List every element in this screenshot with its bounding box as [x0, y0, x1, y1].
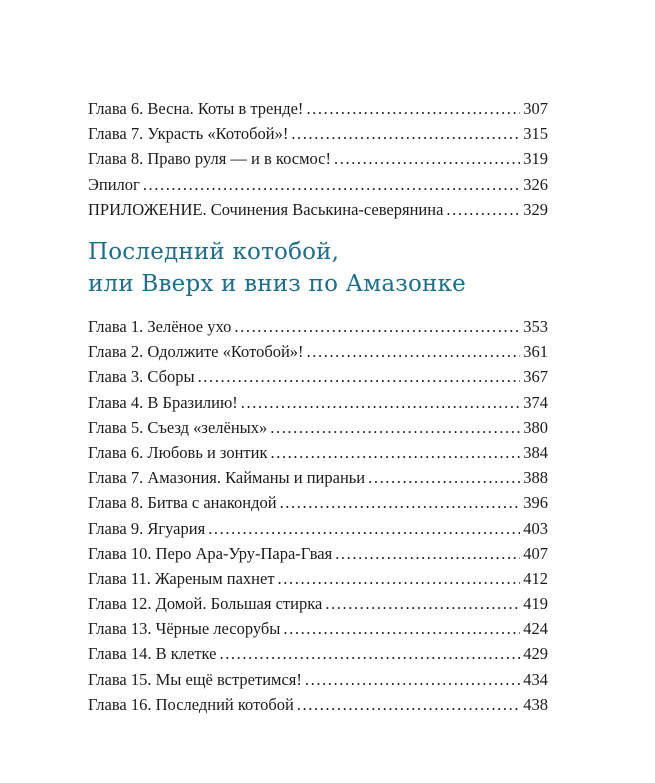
- toc-entry-title: Глава 11. Жареным пахнет: [88, 568, 275, 588]
- dot-leader: [219, 641, 520, 666]
- dot-leader: [278, 566, 521, 591]
- toc-entry-page: 429: [523, 644, 548, 664]
- toc-entry-page: 353: [523, 317, 548, 336]
- toc-entry-title: Эпилог: [88, 174, 140, 194]
- toc-entry-page: 424: [523, 619, 548, 639]
- toc-entry: [88, 314, 548, 339]
- dot-leader: [307, 339, 521, 364]
- dot-leader: [335, 541, 520, 566]
- toc-entry-title: Глава 12. Домой. Большая стирка: [88, 594, 323, 614]
- dot-leader: [270, 415, 520, 440]
- dot-leader: [325, 591, 520, 616]
- section-heading-line-2: или Вверх и вниз по Амазонке: [88, 271, 466, 297]
- toc-entry-title: Глава 16. Последний котобой: [88, 694, 294, 714]
- toc-entry-page: 361: [523, 342, 548, 362]
- toc-entry: [88, 465, 548, 490]
- dot-leader: [198, 364, 521, 389]
- toc-entry-page: 380: [523, 417, 548, 437]
- dot-leader: [291, 121, 520, 146]
- toc-entry: [88, 146, 548, 171]
- dot-leader: [208, 516, 520, 541]
- toc-entry-title: Глава 5. Съезд «зелёных»: [88, 417, 268, 437]
- toc-entry: [88, 121, 548, 146]
- toc-entry: [88, 541, 548, 566]
- toc-entry-title: Глава 7. Амазония. Кайманы и пираньи: [88, 468, 366, 488]
- toc-entry-title: Глава 2. Одолжите «Котобой»!: [88, 342, 304, 362]
- toc-entry-title: Глава 14. В клетке: [88, 644, 217, 664]
- toc-entry-title: Глава 1. Зелёное ухо: [88, 317, 232, 336]
- dot-leader: [241, 390, 520, 415]
- dot-leader: [305, 667, 520, 692]
- toc-entry-page: 384: [523, 442, 548, 462]
- toc-entry-title: Глава 6. Весна. Коты в тренде!: [88, 99, 304, 118]
- toc-entry: [88, 616, 548, 641]
- toc-entry: [88, 440, 548, 465]
- dot-leader: [143, 172, 520, 197]
- toc-entry-title: Глава 4. В Бразилию!: [88, 392, 238, 412]
- dot-leader: [297, 692, 520, 717]
- toc-entry-title: Глава 13. Чёрные лесорубы: [88, 619, 281, 639]
- toc-entry-title: Глава 8. Право руля — и в космос!: [88, 149, 332, 169]
- toc-entry-title: Глава 7. Украсть «Котобой»!: [88, 124, 289, 144]
- toc-entry-title: Глава 15. Мы ещё встретимся!: [88, 669, 302, 689]
- section-heading: [88, 236, 466, 300]
- section-heading-line-1: Последний котобой,: [88, 239, 340, 265]
- toc-entry: [88, 692, 548, 717]
- toc-entry: [88, 591, 548, 616]
- toc-entry-page: 326: [523, 174, 548, 194]
- toc-entry-page: 367: [523, 367, 548, 387]
- toc-entry-title: ПРИЛОЖЕНИЕ. Сочинения Васькина-северянина: [88, 199, 444, 219]
- toc-entry: [88, 667, 548, 692]
- toc-entry-page: 434: [523, 669, 548, 689]
- toc-entry-page: 329: [523, 199, 548, 219]
- toc-entry: [88, 339, 548, 364]
- toc-entry: [88, 197, 548, 222]
- toc-entry-title: Глава 9. Ягуария: [88, 518, 206, 538]
- dot-leader: [306, 96, 520, 121]
- toc-entry: [88, 490, 548, 515]
- toc-entry: [88, 172, 548, 197]
- toc-entry: [88, 364, 548, 389]
- dot-leader: [334, 146, 520, 171]
- toc-entry: [88, 415, 548, 440]
- toc-entry-title: Глава 3. Сборы: [88, 367, 195, 387]
- toc-entry-page: 419: [523, 594, 548, 614]
- table-of-contents-top: [88, 96, 548, 222]
- dot-leader: [446, 197, 520, 222]
- toc-entry: [88, 566, 548, 591]
- toc-entry: [88, 641, 548, 666]
- toc-entry-page: 319: [523, 149, 548, 169]
- toc-entry: [88, 516, 548, 541]
- toc-entry-page: 412: [523, 568, 548, 588]
- toc-entry: [88, 390, 548, 415]
- table-of-contents-bottom: [88, 314, 548, 717]
- toc-entry-page: 407: [523, 543, 548, 563]
- dot-leader: [234, 314, 520, 339]
- toc-entry: [88, 96, 548, 121]
- toc-entry-page: 388: [523, 468, 548, 488]
- toc-entry-page: 307: [523, 99, 548, 118]
- dot-leader: [280, 490, 521, 515]
- toc-entry-title: Глава 8. Битва с анакондой: [88, 493, 277, 513]
- toc-entry-page: 396: [523, 493, 548, 513]
- toc-entry-page: 438: [523, 694, 548, 714]
- toc-entry-title: Глава 10. Перо Ара-Уру-Пара-Гвая: [88, 543, 333, 563]
- toc-entry-page: 403: [523, 518, 548, 538]
- dot-leader: [368, 465, 520, 490]
- dot-leader: [271, 440, 521, 465]
- toc-entry-page: 374: [523, 392, 548, 412]
- toc-entry-page: 315: [523, 124, 548, 144]
- toc-entry-title: Глава 6. Любовь и зонтик: [88, 442, 268, 462]
- dot-leader: [283, 616, 520, 641]
